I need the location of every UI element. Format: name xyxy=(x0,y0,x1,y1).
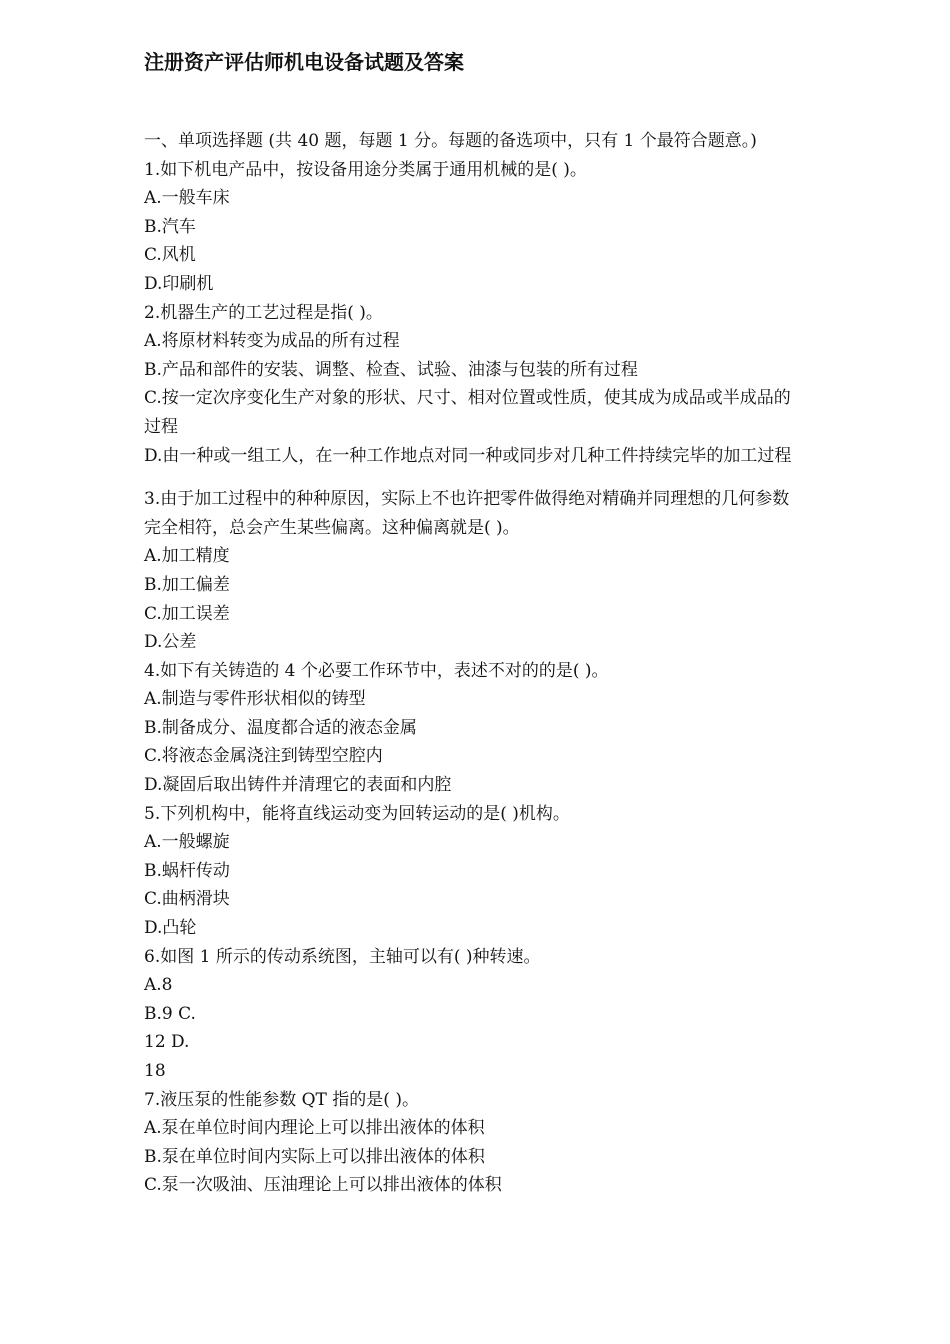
question-5: 5.下列机构中，能将直线运动变为回转运动的是( )机构。 xyxy=(144,803,570,824)
question-6: 6.如图 1 所示的传动系统图，主轴可以有( )种转速。 xyxy=(144,946,541,967)
document-page xyxy=(144,47,884,1200)
section-heading: 一、单项选择题 (共 40 题，每题 1 分。每题的备选项中，只有 1 个最符合题意。) xyxy=(144,131,757,151)
option-2b: B.产品和部件的安装、调整、检查、试验、油漆与包装的所有过程 xyxy=(144,359,638,380)
option-1d: D.印刷机 xyxy=(144,273,214,294)
option-2d: D.由一种或一组工人，在一种工作地点对同一种或同步对几种工件持续完毕的加工过程 xyxy=(144,445,792,466)
option-4c: C.将液态金属浇注到铸型空腔内 xyxy=(144,746,383,767)
question-7: 7.液压泵的性能参数 QT 指的是( )。 xyxy=(144,1089,419,1110)
option-4b: B.制备成分、温度都合适的液态金属 xyxy=(144,717,417,738)
option-6b-6c: B.9 C. xyxy=(144,1003,196,1024)
question-2: 2.机器生产的工艺过程是指( )。 xyxy=(144,302,383,323)
option-3d: D.公差 xyxy=(144,632,197,653)
option-5a: A.一般螺旋 xyxy=(144,832,230,853)
option-1c: C.风机 xyxy=(144,245,196,266)
option-6a: A.8 xyxy=(144,975,173,996)
document-title: 注册资产评估师机电设备试题及答案 xyxy=(144,50,464,74)
question-4: 4.如下有关铸造的 4 个必要工作环节中，表述不对的的是( )。 xyxy=(144,660,609,681)
option-3b: B.加工偏差 xyxy=(144,574,230,595)
option-3c: C.加工误差 xyxy=(144,603,230,624)
option-2a: A.将原材料转变为成品的所有过程 xyxy=(144,331,400,352)
option-7c: C.泵一次吸油、压油理论上可以排出液体的体积 xyxy=(144,1175,502,1196)
option-2c: C.按一定次序变化生产对象的形状、尺寸、相对位置或性质，使其成为成品或半成品的 xyxy=(144,388,791,409)
option-4a: A.制造与零件形状相似的铸型 xyxy=(144,689,366,710)
option-1b: B.汽车 xyxy=(144,216,196,237)
option-5d: D.凸轮 xyxy=(144,918,197,939)
option-7a: A.泵在单位时间内理论上可以排出液体的体积 xyxy=(144,1118,485,1139)
option-5c: C.曲柄滑块 xyxy=(144,889,230,910)
option-6c-6d: 12 D. xyxy=(144,1032,190,1053)
option-7b: B.泵在单位时间内实际上可以排出液体的体积 xyxy=(144,1146,485,1167)
question-3-continued: 完全相符，总会产生某些偏离。这种偏离就是( )。 xyxy=(144,517,520,538)
question-1: 1.如下机电产品中，按设备用途分类属于通用机械的是( )。 xyxy=(144,159,587,180)
option-5b: B.蜗杆传动 xyxy=(144,860,230,881)
option-6d-value: 18 xyxy=(144,1061,166,1081)
question-3: 3.由于加工过程中的种种原因，实际上不也许把零件做得绝对精确并同理想的几何参数 xyxy=(144,489,790,510)
option-1a: A.一般车床 xyxy=(144,188,230,209)
option-4d: D.凝固后取出铸件并清理它的表面和内腔 xyxy=(144,775,452,796)
option-3a: A.加工精度 xyxy=(144,546,230,567)
paragraph-gap xyxy=(144,470,884,485)
option-2c-continued: 过程 xyxy=(144,416,178,437)
